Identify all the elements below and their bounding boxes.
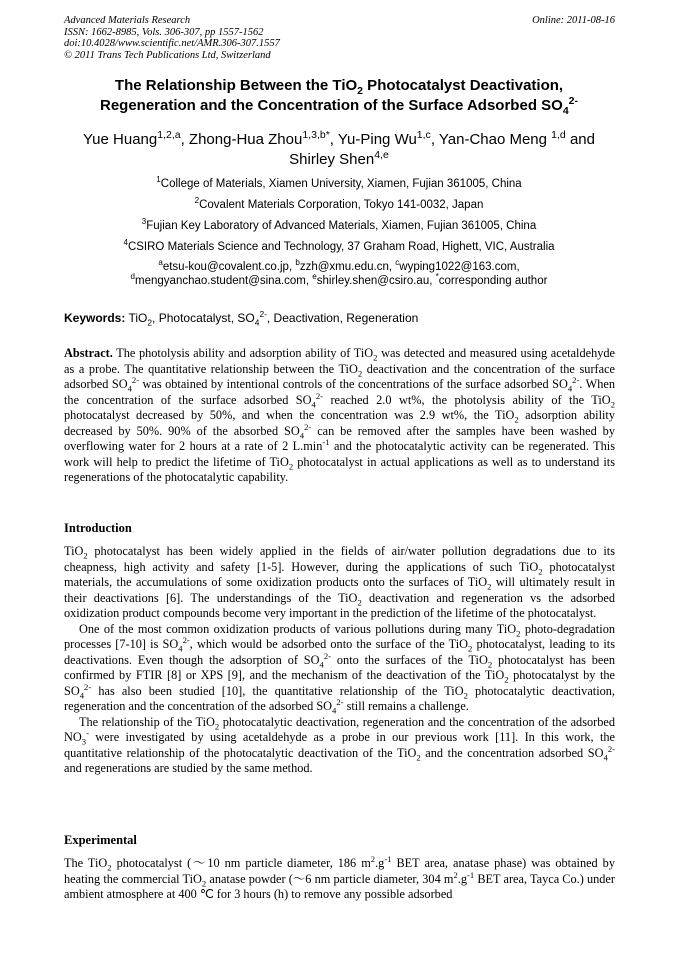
email-list: $^a$etsu-kou@covalent.co.jp, $^b$zzh@xmu.edu.cn, $^c$wyping1022@163.com, $^d$mengyanchao.student@sina.com, $^e$shirley.shen@csiro.au, *corresponding author (130, 258, 548, 287)
affiliation-2: $^2$Covalent Materials Corporation, Tokyo 141-0032, Japan (194, 196, 484, 211)
paper-title: The Relationship Between the TiO$_2$ Photocatalyst Deactivation, Regeneration and the Concentration of the Surface Adsorbed $SO_4^{2-}$ (99, 77, 579, 117)
intro-paragraph-3: The relationship of the TiO$_2$ photocatalytic deactivation, regeneration and the concentration of the adsorbed $NO_3^-$ were investigated by using acetaldehyde as a probe in our previous work [11]. In this work, the quantitative relationship of the photocatalytic deactivation of the TiO$_2$ and the concentration adsorbed $SO_4^{2-}$ and regenerations are studied by the same method. (64, 714, 615, 775)
affiliation-3: $^3$Fujian Key Laboratory of Advanced Materials, Xiamen, Fujian 361005, China (141, 217, 537, 232)
intro-paragraph-1: TiO$_2$ photocatalyst has been widely applied in the fields of air/water pollution degradations due to its cheapness, high activity and safety [1-5]. However, during the applications of such TiO$_2$ photocatalyst materials, the accumulations of some oxidization products onto the surfaces of TiO$_2$ will ultimately result in their deactivations [6]. The understandings of the TiO$_2$ deactivation and regeneration vs the adsorbed oxidization product compounds become very important in the prediction of the lifetime of the photocatalyst. (64, 544, 616, 620)
experimental-body: The TiO$_2$ photocatalyst (～10 nm particle diameter, 186 $m^2.g^{-1}$ BET area, anatase phase) was obtained by heating the commercial TiO$_2$ anatase powder (～6 nm particle diameter, 304 $m^2.g^{-1}$ BET area, Tayca Co.) under ambient atmosphere at 400 ℃ for 3 hours (h) to remove any possible adsorbed (64, 853, 615, 901)
intro-paragraph-2: One of the most common oxidization products of various pollutions during many TiO$_2$ photo-degradation processes [7-10] is $SO_4^{2-}$, which would be adsorbed onto the surface of the TiO$_2$ photocatalyst, leading to its deactivations. Even though the adsorption of $SO_4^{2-}$ onto the surfaces of the TiO$_2$ photocatalyst has been confirmed by FTIR [8] or XPS [9], and the mechanism of the deactivation of the TiO$_2$ photocatalyst by the $SO_4^{2-}$ has also been studied [10], the quantitative relationship of the TiO$_2$ photocatalytic deactivation, regeneration and the concentration of the adsorbed $SO_4^{2-}$ still remains a challenge. (64, 621, 615, 716)
doi-line: doi:10.4028/www.scientific.net/AMR.306-307.1557 (64, 38, 280, 49)
introduction-heading: Introduction (64, 521, 132, 535)
affiliation-1: $^1$College of Materials, Xiamen University, Xiamen, Fujian 361005, China (156, 175, 522, 190)
copyright-line: © 2011 Trans Tech Publications Ltd, Switzerland (64, 49, 271, 61)
author-list: Yue Huang$^{1,2,a}$, Zhong-Hua Zhou$^{1,3,b*}$, Yu-Ping Wu$^{1,c}$, Yan-Chao Meng $^{1,d}$ and Shirley Shen$^{4,e}$ (83, 129, 595, 168)
keywords-line: Keywords: TiO$_2$, Photocatalyst, $SO_4^{2-}$, Deactivation, Regeneration (64, 309, 419, 328)
journal-name: Advanced Materials Research (64, 15, 191, 26)
affiliation-4: $^4$CSIRO Materials Science and Technology, 37 Graham Road, Highett, VIC, Australia (123, 238, 555, 253)
issn-line: ISSN: 1662-8985, Vols. 306-307, pp 1557-1562 (64, 26, 264, 38)
journal-header (64, 15, 424, 61)
experimental-heading: Experimental (64, 833, 137, 847)
online-date: Online: 2011-08-16 (532, 15, 615, 26)
introduction-body (64, 544, 615, 777)
abstract-paragraph: Abstract. The photolysis ability and adsorption ability of TiO$_2$ was detected and measured using acetaldehyde as a probe. The quantitative relationship between the TiO$_2$ deactivation and the concentration of the surface adsorbed $SO_4^{2-}$ was obtained by intentional controls of the concentrations of the surface adsorbed $SO_4^{2-}$. When the concentration of the surface adsorbed $SO_4^{2-}$ reached 2.0 wt%, the photolysis ability of the TiO$_2$ photocatalyst decreased by 50%, and when the concentration was 2.9 wt%, the TiO$_2$ adsorption ability decreased by 50%. 90% of the absorbed $SO_4^{2-}$ can be removed after the samples have been washed by overflowing water for 2 hours at a rate of 2 $L.\min^{-1}$ and the photocatalytic activity can be regenerated. This work will help to predict the lifetime of TiO$_2$ photocatalyst in actual applications as well as to understand its regenerations of the photocatalytic capability. (64, 346, 616, 484)
